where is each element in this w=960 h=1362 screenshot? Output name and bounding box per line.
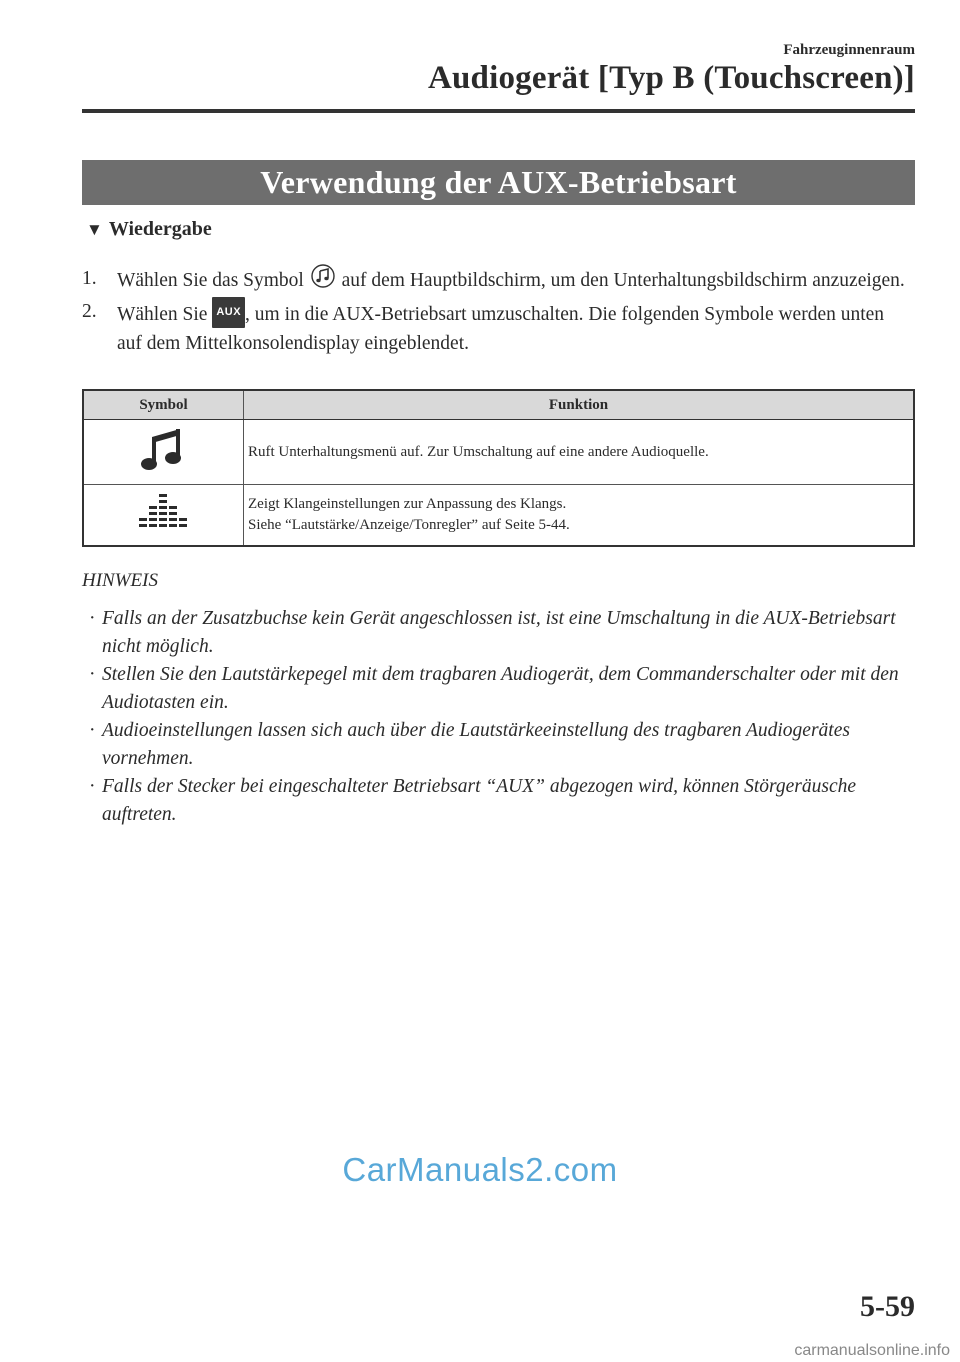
note-item <box>82 717 912 773</box>
aux-badge-icon: AUX <box>212 297 245 328</box>
music-note-icon <box>139 423 189 475</box>
function-text: Zeigt Klangeinstellungen zur Anpassung des Klangs. <box>248 496 567 512</box>
table-cell-function <box>244 485 915 547</box>
table-row <box>83 420 914 485</box>
note-item <box>82 661 912 717</box>
step-text-after: , um in die AUX-Betriebsart umzuschalten. Die folgenden Symbole werden unten auf dem Mittelkonsolendisplay eingeblendet. <box>117 304 885 354</box>
table-cell-symbol <box>83 485 244 547</box>
steps-list <box>82 264 912 360</box>
bullet-icon: · <box>89 720 96 741</box>
note-title: HINWEIS <box>82 570 158 591</box>
header-rule <box>82 109 915 113</box>
bullet-icon: · <box>89 664 96 685</box>
step-number: 1. <box>82 268 97 289</box>
table-header-symbol: Symbol <box>83 390 244 420</box>
step-text-before: Wählen Sie <box>117 304 208 325</box>
bullet-icon: · <box>89 608 96 629</box>
equalizer-icon <box>134 492 194 532</box>
note-list <box>82 605 912 829</box>
table-cell-symbol <box>83 420 244 485</box>
music-note-icon <box>311 264 335 288</box>
symbol-table <box>82 389 915 547</box>
note-text: Falls der Stecker bei eingeschalteter Betriebsart “AUX” abgezogen wird, können Störgeräusche auftreten. <box>102 776 857 825</box>
table-row <box>83 485 914 547</box>
table-header-function: Funktion <box>244 390 915 420</box>
footer-site-link[interactable]: carmanualsonline.info <box>794 1342 950 1359</box>
page-number: 5-59 <box>860 1290 915 1323</box>
subsection-title: Wiedergabe <box>108 218 212 240</box>
note-item <box>82 773 912 829</box>
section-banner: Verwendung der AUX-Betriebsart <box>82 160 915 205</box>
header-title: Audiogerät [Typ B (Touchscreen)] <box>427 60 915 96</box>
watermark: CarManuals2.com <box>342 1151 618 1188</box>
subsection-heading <box>86 218 212 241</box>
step-text-after: auf dem Hauptbildschirm, um den Unterhaltungsbildschirm anzuzeigen. <box>341 270 905 291</box>
step-2 <box>82 297 912 358</box>
note-item <box>82 605 912 661</box>
function-reference-link[interactable]: Siehe “Lautstärke/Anzeige/Tonregler” auf Seite 5-44. <box>248 517 570 533</box>
table-cell-function <box>244 420 915 485</box>
note-text: Stellen Sie den Lautstärkepegel mit dem tragbaren Audiogerät, dem Commanderschalter oder mit den Audiotasten ein. <box>102 664 899 713</box>
triangle-marker-icon: ▼ <box>86 220 103 239</box>
bullet-icon: · <box>89 776 96 797</box>
table-header-row <box>83 390 914 420</box>
function-text: Ruft Unterhaltungsmenü auf. Zur Umschaltung auf eine andere Audioquelle. <box>248 443 709 460</box>
step-1 <box>82 264 912 295</box>
header-section: Fahrzeuginnenraum <box>783 42 915 58</box>
step-number: 2. <box>82 301 97 322</box>
note-text: Falls an der Zusatzbuchse kein Gerät angeschlossen ist, ist eine Umschaltung in die AUX-Betriebsart nicht möglich. <box>102 608 896 657</box>
step-text-before: Wählen Sie das Symbol <box>117 270 304 291</box>
note-text: Audioeinstellungen lassen sich auch über die Lautstärkeeinstellung des tragbaren Audiogerätes vornehmen. <box>102 720 850 769</box>
